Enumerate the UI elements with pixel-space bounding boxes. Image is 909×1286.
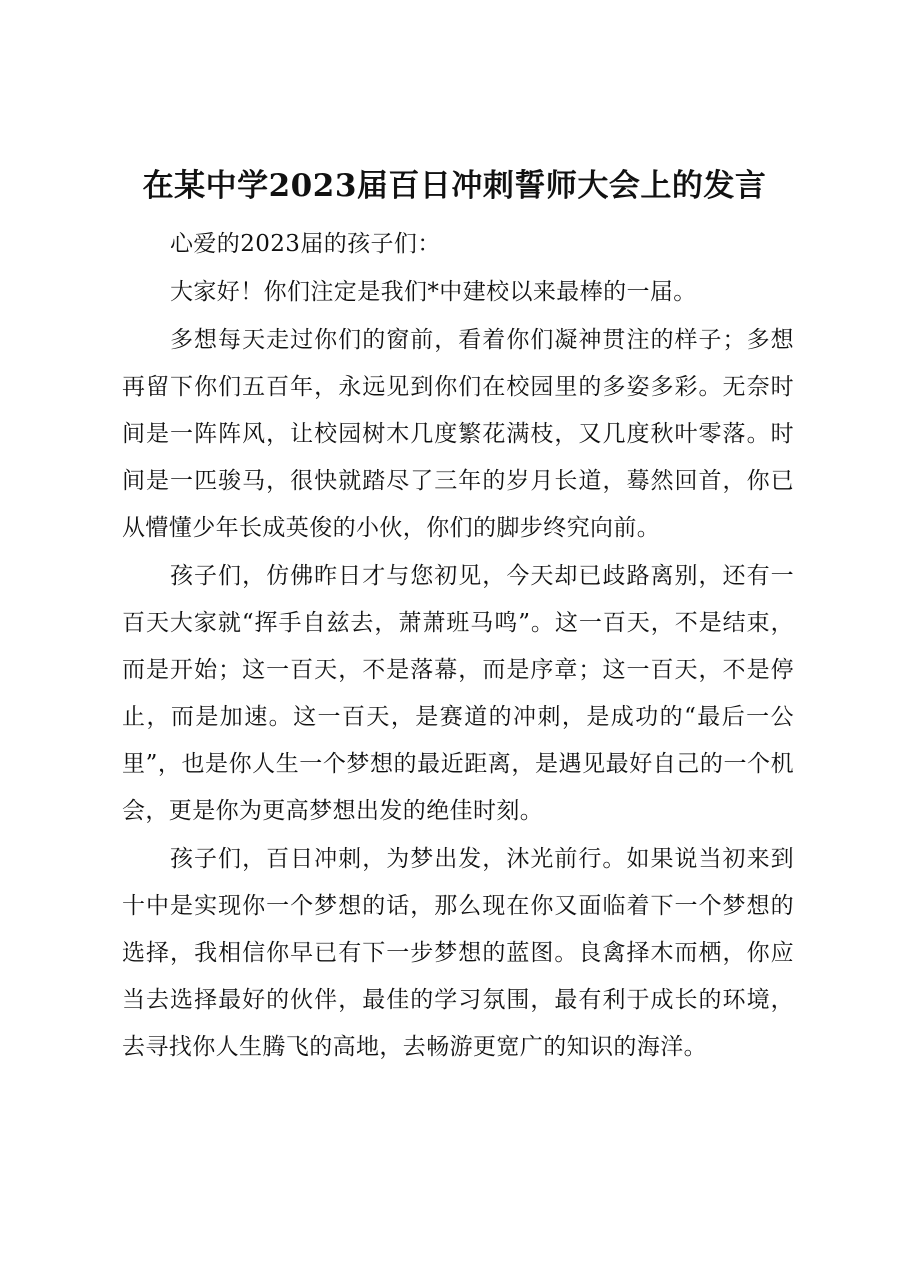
document-body: [122, 221, 794, 1071]
opening-paragraph: 大家好！你们注定是我们*中建校以来最棒的一届。: [170, 279, 697, 305]
body-paragraph: 孩子们，百日冲刺，为梦出发，沐光前行。如果说当初来到十中是实现你一个梦想的话，那么现在你又面临着下一个梦想的选择，我相信你早已有下一步梦想的蓝图。良禽择木而栖，你应当去选择最好的伙伴，最佳的学习氛围，最有利于成长的环境，去寻找你人生腾飞的高地，去畅游更宽广的知识的海洋。: [122, 846, 794, 1060]
body-paragraph: 孩子们，仿佛昨日才与您初见，今天却已歧路离别，还有一百天大家就“挥手自兹去，萧萧班马鸣”。这一百天，不是结束，而是开始；这一百天，不是落幕，而是序章；这一百天，不是停止，而是加速。这一百天，是赛道的冲刺，是成功的“最后一公里”，也是你人生一个梦想的最近距离，是遇见最好自己的一个机会，更是你为更高梦想出发的绝佳时刻。: [122, 563, 794, 824]
body-paragraph: 多想每天走过你们的窗前，看着你们凝神贯注的样子；多想再留下你们五百年，永远见到你们在校园里的多姿多彩。无奈时间是一阵阵风，让校园树木几度繁花满枝，又几度秋叶零落。时间是一匹骏马，很快就踏尽了三年的岁月长道，蓦然回首，你已从懵懂少年长成英俊的小伙，你们的脚步终究向前。: [122, 327, 794, 541]
document-title: 在某中学2023届百日冲刺誓师大会上的发言: [142, 168, 767, 204]
greeting-paragraph: 心爱的2023届的孩子们：: [170, 231, 441, 257]
